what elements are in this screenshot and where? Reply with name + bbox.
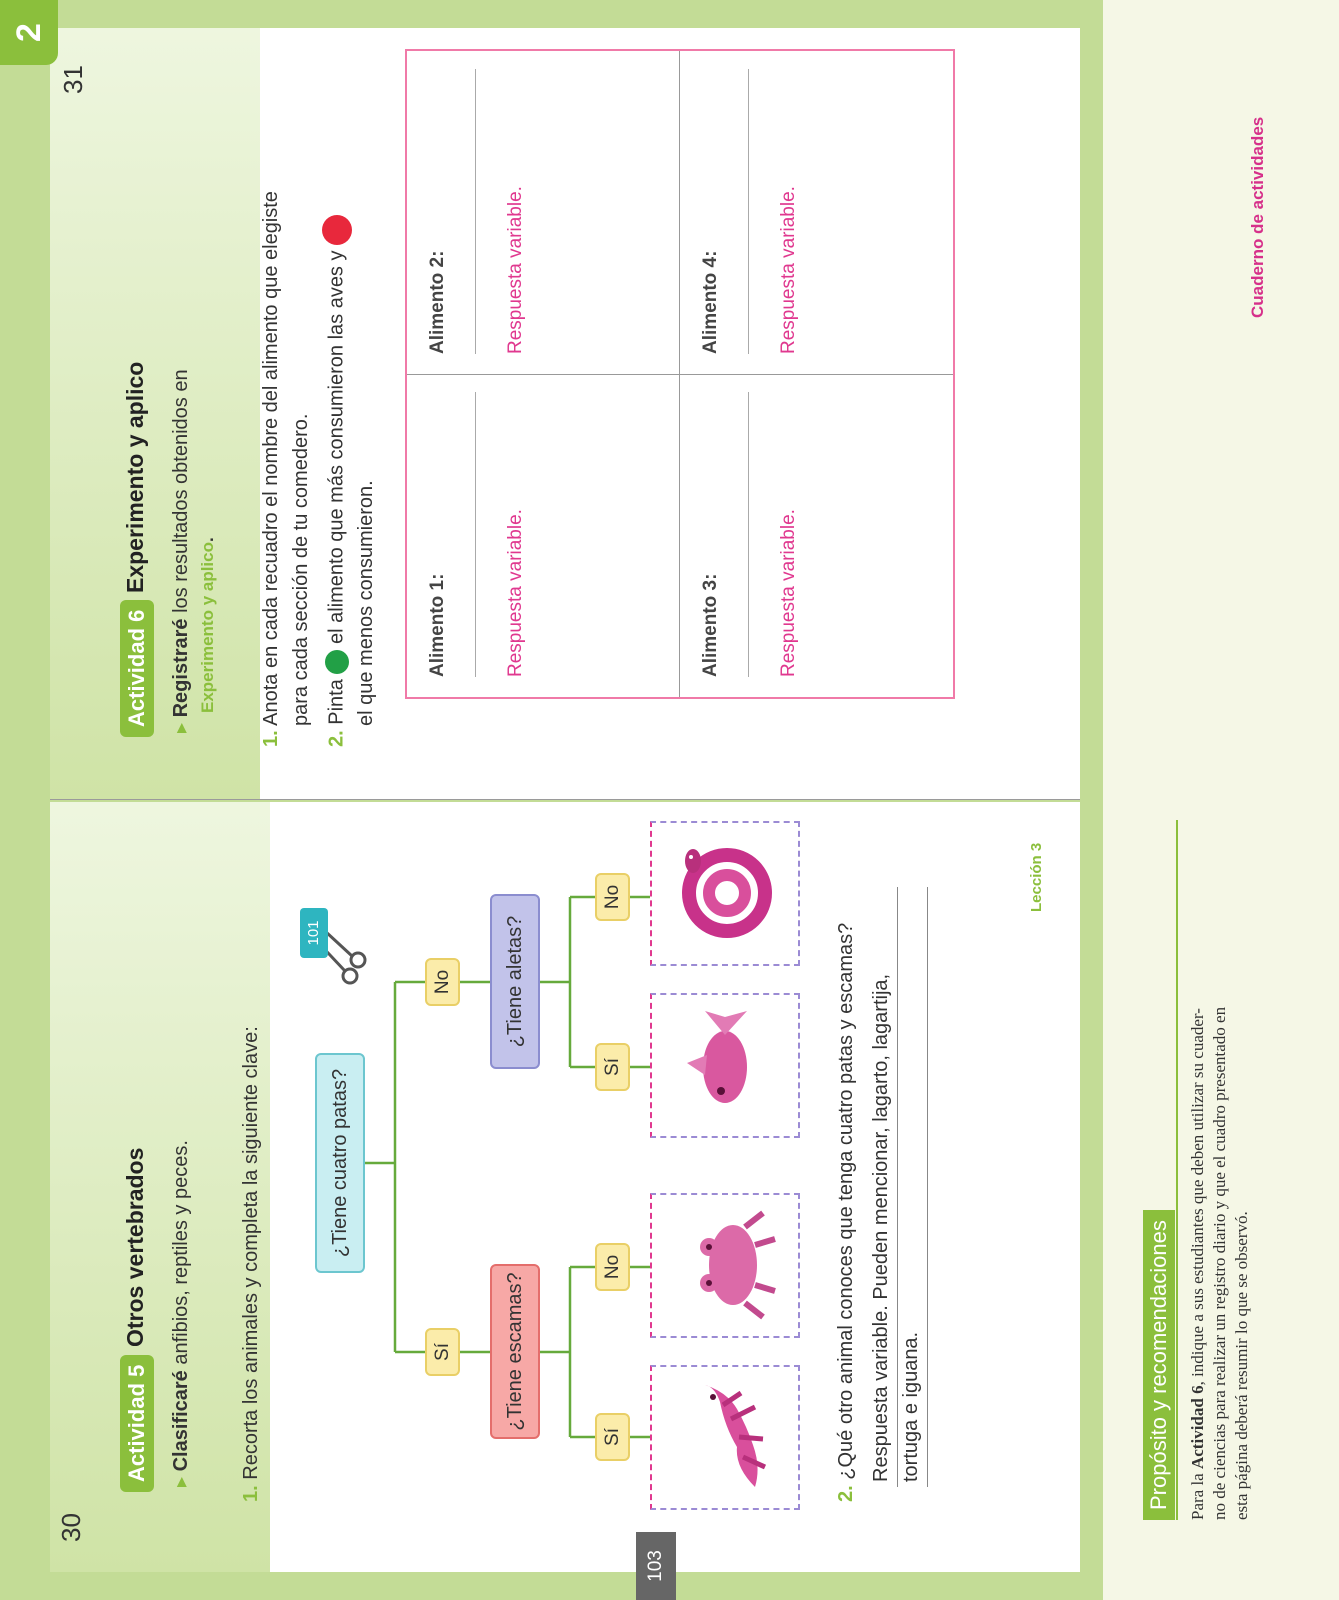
left-q1-number: 1. [240, 1485, 262, 1502]
food-cell-2 [407, 51, 680, 374]
food-cell-1 [407, 374, 680, 697]
left-q2 [835, 923, 858, 1502]
food-rule-3 [748, 392, 749, 677]
notes-line-1-pre: Para la [1188, 1469, 1207, 1520]
snake-icon [665, 834, 785, 954]
food-table [405, 49, 955, 699]
food-cell-4 [680, 51, 953, 374]
page-number-left: 30 [56, 1513, 86, 1542]
right-title: Experimento y aplico [122, 361, 148, 593]
key-branch-yes: Sí [425, 1328, 460, 1376]
left-subtitle-bold: Clasificaré [170, 1370, 192, 1472]
bullet-arrow-icon: ▸ [170, 717, 192, 733]
right-subtitle-bold: Registraré [170, 618, 192, 718]
cutout-page-badge: 101 [300, 908, 328, 958]
notes-line-1-bold: Actividad 6 [1188, 1385, 1207, 1470]
left-q2-number: 2. [835, 1485, 857, 1502]
food-rule-4 [748, 69, 749, 354]
food-answer-3[interactable]: Respuesta variable. [778, 509, 799, 677]
left-answer-line-1: Respuesta variable. Pueden mencionar, lagarto, lagartija, [870, 973, 892, 1482]
left-page [50, 802, 1080, 1572]
food-answer-4[interactable]: Respuesta variable. [778, 186, 799, 354]
notes-line-3: esta página deberá resumir lo que se observó. [1232, 1211, 1251, 1520]
answer-rule-2 [927, 887, 928, 1487]
fish-icon [665, 1006, 785, 1126]
food-label-2: Alimento 2: [427, 250, 448, 354]
notes-line-1-post: , indique a sus estudiantes que deben utilizar su cuader- [1188, 1008, 1207, 1386]
notes-heading-rule [1176, 820, 1178, 1520]
right-subtitle-link[interactable] [198, 537, 218, 713]
page-number-right: 31 [58, 65, 88, 94]
food-rule-2 [475, 69, 476, 354]
right-q1-number: 1. [260, 730, 282, 747]
animal-box-frog [650, 1193, 800, 1338]
frog-icon [665, 1206, 785, 1326]
animal-box-fish [650, 993, 800, 1138]
key-leaf-3: Sí [595, 1043, 630, 1091]
food-answer-2[interactable]: Respuesta variable. [505, 186, 526, 354]
food-answer-1[interactable]: Respuesta variable. [505, 509, 526, 677]
right-q1-line-1 [260, 191, 283, 747]
green-dot-icon [325, 650, 349, 674]
food-label-4: Alimento 4: [700, 250, 721, 354]
right-q2-line-1 [322, 215, 352, 747]
activity-5-label: Actividad 5 [120, 1355, 154, 1492]
notes-heading: Propósito y recomendaciones [1143, 1210, 1175, 1520]
key-fins-question: ¿Tiene aletas? [490, 894, 540, 1069]
activity-6-label: Actividad 6 [120, 600, 154, 737]
right-q2-line-2: el que menos consumieron. [355, 480, 377, 726]
red-dot-icon [322, 215, 352, 245]
notes-line-2: no de ciencias para realizar un registro diario y que el cuadro presentado en [1210, 1006, 1229, 1520]
right-subtitle-end: . [198, 537, 217, 542]
left-subtitle-rest: anfibios, reptiles y peces. [170, 1140, 192, 1371]
right-q1-line-2: para cada sección de tu comedero. [290, 413, 312, 726]
left-answer-line-2: tortuga e iguana. [900, 1331, 922, 1482]
animal-box-snake [650, 821, 800, 966]
page-badge: 103 [636, 1532, 676, 1600]
lesson-footer: Lección 3 [1028, 842, 1045, 912]
right-q2-pre: Pinta [325, 679, 348, 725]
unit-corner-tab: 2 [0, 0, 58, 65]
food-cell-3 [680, 374, 953, 697]
right-subtitle-link-text: Experimento y aplico [198, 542, 217, 713]
food-label-3: Alimento 3: [700, 573, 721, 677]
key-leaf-2: No [595, 1243, 630, 1291]
key-root-node: ¿Tiene cuatro patas? [315, 1053, 365, 1273]
right-q1-text: Anota en cada recuadro el nombre del alimento que elegiste [260, 191, 282, 726]
right-subtitle-rest: los resultados obtenidos en [170, 369, 192, 619]
left-q2-text: ¿Qué otro animal conoces que tenga cuatro patas y escamas? [835, 922, 857, 1480]
left-q1-text: Recorta los animales y completa la siguiente clave: [240, 1026, 262, 1480]
key-scales-question: ¿Tiene escamas? [490, 1264, 540, 1439]
notebook-side-label: Cuaderno de actividades [1248, 116, 1267, 318]
key-leaf-1: Sí [595, 1413, 630, 1461]
food-rule-1 [475, 392, 476, 677]
right-subtitle [168, 369, 193, 733]
notes-line-1 [1188, 1008, 1208, 1520]
iguana-icon [665, 1378, 785, 1498]
right-q2-number: 2. [325, 730, 348, 747]
food-label-1: Alimento 1: [427, 573, 448, 677]
left-title: Otros vertebrados [122, 1147, 148, 1347]
key-branch-no: No [425, 958, 460, 1006]
bullet-arrow-icon: ▸ [170, 1471, 192, 1487]
right-page [50, 28, 1080, 800]
key-leaf-4: No [595, 873, 630, 921]
right-header-band [50, 28, 260, 799]
animal-box-iguana [650, 1365, 800, 1510]
key-connectors [50, 802, 1080, 1572]
answer-rule-1 [897, 887, 898, 1487]
right-q2-mid: el alimento que más consumieron las aves y [325, 250, 348, 645]
